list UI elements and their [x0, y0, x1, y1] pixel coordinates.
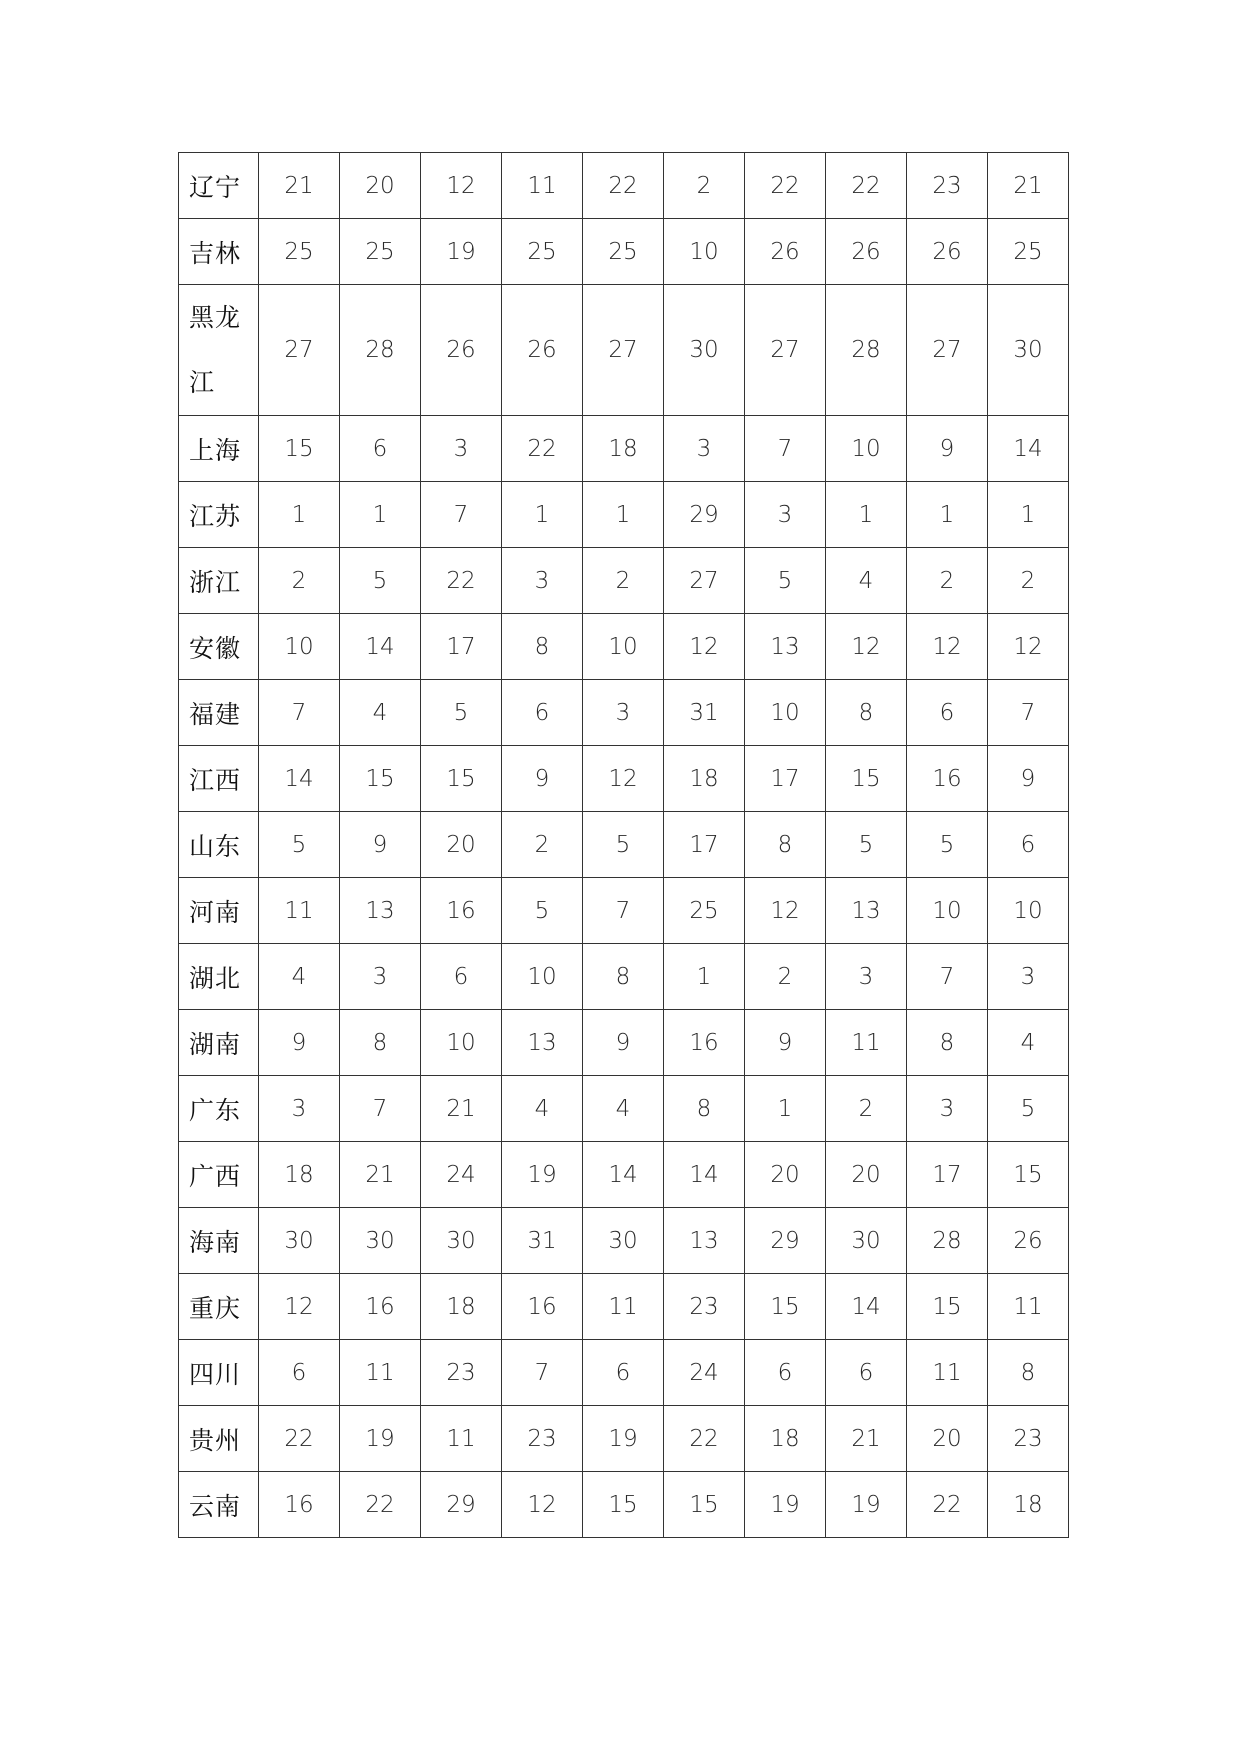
rank-value-cell: 15	[745, 1274, 826, 1340]
rank-value-cell: 3	[502, 548, 583, 614]
rank-value-cell: 27	[583, 285, 664, 416]
rank-value-cell: 4	[988, 1010, 1069, 1076]
rank-value-cell: 4	[583, 1076, 664, 1142]
rank-value-cell: 3	[259, 1076, 340, 1142]
rank-value-cell: 14	[664, 1142, 745, 1208]
rank-value-cell: 21	[340, 1142, 421, 1208]
rank-value-cell: 16	[664, 1010, 745, 1076]
table-row	[179, 1208, 1069, 1274]
rank-value-cell: 18	[421, 1274, 502, 1340]
province-name: 重庆	[189, 1293, 242, 1323]
rank-value-cell: 7	[340, 1076, 421, 1142]
rank-value-cell: 21	[421, 1076, 502, 1142]
rank-value-cell: 11	[988, 1274, 1069, 1340]
rank-value-cell: 25	[988, 219, 1069, 285]
rank-value-cell: 21	[259, 153, 340, 219]
rank-value-cell: 10	[907, 878, 988, 944]
rank-value-cell: 3	[421, 416, 502, 482]
rank-value-cell: 20	[340, 153, 421, 219]
rank-value-cell: 20	[907, 1406, 988, 1472]
rank-value-cell: 3	[340, 944, 421, 1010]
province-cell	[179, 482, 259, 548]
province-cell	[179, 1010, 259, 1076]
province-name: 吉林	[189, 238, 242, 268]
rank-value-cell: 22	[340, 1472, 421, 1538]
rank-value-cell: 12	[502, 1472, 583, 1538]
rank-value-cell: 9	[583, 1010, 664, 1076]
rank-value-cell: 29	[421, 1472, 502, 1538]
rank-value-cell: 26	[907, 219, 988, 285]
rank-value-cell: 6	[745, 1340, 826, 1406]
rank-value-cell: 18	[745, 1406, 826, 1472]
rank-value-cell: 15	[421, 746, 502, 812]
rank-value-cell: 8	[907, 1010, 988, 1076]
rank-value-cell: 5	[988, 1076, 1069, 1142]
rank-value-cell: 21	[826, 1406, 907, 1472]
rank-value-cell: 25	[340, 219, 421, 285]
rank-value-cell: 7	[988, 680, 1069, 746]
rank-value-cell: 30	[421, 1208, 502, 1274]
rank-value-cell: 3	[664, 416, 745, 482]
rank-value-cell: 21	[988, 153, 1069, 219]
rank-value-cell: 17	[745, 746, 826, 812]
rank-value-cell: 1	[664, 944, 745, 1010]
rank-value-cell: 8	[583, 944, 664, 1010]
rank-value-cell: 17	[664, 812, 745, 878]
rank-value-cell: 30	[583, 1208, 664, 1274]
table-row	[179, 285, 1069, 416]
province-cell	[179, 1142, 259, 1208]
rank-value-cell: 12	[421, 153, 502, 219]
rank-value-cell: 10	[664, 219, 745, 285]
rank-value-cell: 5	[502, 878, 583, 944]
rank-value-cell: 19	[745, 1472, 826, 1538]
rank-value-cell: 20	[745, 1142, 826, 1208]
rank-value-cell: 15	[826, 746, 907, 812]
rank-value-cell: 8	[826, 680, 907, 746]
province-cell	[179, 680, 259, 746]
rank-value-cell: 13	[826, 878, 907, 944]
province-cell	[179, 944, 259, 1010]
rank-value-cell: 5	[907, 812, 988, 878]
rank-value-cell: 8	[664, 1076, 745, 1142]
rank-value-cell: 12	[745, 878, 826, 944]
rank-value-cell: 19	[583, 1406, 664, 1472]
rank-value-cell: 19	[826, 1472, 907, 1538]
province-name: 广东	[189, 1095, 242, 1125]
rank-value-cell: 18	[583, 416, 664, 482]
province-name: 浙江	[189, 567, 242, 597]
rank-value-cell: 23	[421, 1340, 502, 1406]
rank-value-cell: 22	[745, 153, 826, 219]
rank-value-cell: 25	[259, 219, 340, 285]
province-name: 安徽	[189, 633, 242, 663]
table-row	[179, 548, 1069, 614]
rank-value-cell: 30	[664, 285, 745, 416]
rank-value-cell: 15	[988, 1142, 1069, 1208]
rank-value-cell: 7	[421, 482, 502, 548]
province-cell	[179, 548, 259, 614]
rank-value-cell: 3	[745, 482, 826, 548]
rank-value-cell: 7	[907, 944, 988, 1010]
rank-value-cell: 7	[259, 680, 340, 746]
rank-value-cell: 20	[826, 1142, 907, 1208]
table-row	[179, 746, 1069, 812]
rank-value-cell: 9	[340, 812, 421, 878]
rank-value-cell: 16	[340, 1274, 421, 1340]
province-name: 福建	[189, 699, 242, 729]
province-cell	[179, 1340, 259, 1406]
rank-value-cell: 4	[340, 680, 421, 746]
province-cell	[179, 878, 259, 944]
table-row	[179, 1142, 1069, 1208]
rank-value-cell: 11	[421, 1406, 502, 1472]
rank-value-cell: 16	[907, 746, 988, 812]
rank-value-cell: 13	[664, 1208, 745, 1274]
rank-value-cell: 19	[502, 1142, 583, 1208]
rank-value-cell: 5	[826, 812, 907, 878]
rank-value-cell: 22	[664, 1406, 745, 1472]
rank-value-cell: 22	[421, 548, 502, 614]
rank-value-cell: 26	[421, 285, 502, 416]
rank-value-cell: 23	[907, 153, 988, 219]
rank-value-cell: 3	[826, 944, 907, 1010]
province-cell	[179, 614, 259, 680]
rank-value-cell: 11	[502, 153, 583, 219]
rank-value-cell: 11	[826, 1010, 907, 1076]
table-row	[179, 812, 1069, 878]
rank-value-cell: 26	[826, 219, 907, 285]
rank-value-cell: 15	[583, 1472, 664, 1538]
rank-value-cell: 5	[583, 812, 664, 878]
province-name: 广西	[189, 1161, 242, 1191]
rank-value-cell: 3	[583, 680, 664, 746]
province-name: 江苏	[189, 501, 242, 531]
rank-value-cell: 1	[259, 482, 340, 548]
province-cell	[179, 285, 259, 416]
rank-value-cell: 10	[826, 416, 907, 482]
rank-value-cell: 11	[907, 1340, 988, 1406]
table-row	[179, 1076, 1069, 1142]
table-row	[179, 416, 1069, 482]
rank-value-cell: 10	[583, 614, 664, 680]
rank-value-cell: 8	[745, 812, 826, 878]
rank-value-cell: 26	[745, 219, 826, 285]
rank-value-cell: 2	[259, 548, 340, 614]
rank-value-cell: 24	[664, 1340, 745, 1406]
rank-value-cell: 15	[259, 416, 340, 482]
table-row	[179, 944, 1069, 1010]
rank-value-cell: 18	[988, 1472, 1069, 1538]
rank-value-cell: 1	[988, 482, 1069, 548]
rank-value-cell: 2	[664, 153, 745, 219]
province-cell	[179, 416, 259, 482]
rank-value-cell: 1	[502, 482, 583, 548]
table-row	[179, 878, 1069, 944]
rank-value-cell: 25	[583, 219, 664, 285]
table-row	[179, 153, 1069, 219]
rank-value-cell: 25	[664, 878, 745, 944]
rank-value-cell: 1	[745, 1076, 826, 1142]
rank-value-cell: 15	[340, 746, 421, 812]
rank-value-cell: 6	[826, 1340, 907, 1406]
rank-value-cell: 23	[664, 1274, 745, 1340]
province-name: 湖南	[189, 1029, 242, 1059]
province-cell	[179, 1406, 259, 1472]
rank-value-cell: 19	[421, 219, 502, 285]
rank-value-cell: 17	[907, 1142, 988, 1208]
province-cell	[179, 219, 259, 285]
rank-value-cell: 5	[340, 548, 421, 614]
province-cell	[179, 1076, 259, 1142]
table-row	[179, 1472, 1069, 1538]
rank-value-cell: 30	[340, 1208, 421, 1274]
rank-value-cell: 7	[502, 1340, 583, 1406]
rank-value-cell: 6	[988, 812, 1069, 878]
rank-value-cell: 14	[988, 416, 1069, 482]
rank-value-cell: 2	[826, 1076, 907, 1142]
rank-value-cell: 5	[421, 680, 502, 746]
table-row	[179, 482, 1069, 548]
rank-value-cell: 11	[259, 878, 340, 944]
rank-value-cell: 26	[502, 285, 583, 416]
rank-value-cell: 22	[826, 153, 907, 219]
rank-value-cell: 28	[826, 285, 907, 416]
rank-value-cell: 4	[826, 548, 907, 614]
rank-value-cell: 10	[502, 944, 583, 1010]
province-cell	[179, 746, 259, 812]
rank-value-cell: 29	[664, 482, 745, 548]
rank-value-cell: 27	[907, 285, 988, 416]
rank-value-cell: 30	[259, 1208, 340, 1274]
rank-value-cell: 22	[907, 1472, 988, 1538]
rank-value-cell: 27	[664, 548, 745, 614]
rank-value-cell: 14	[826, 1274, 907, 1340]
rank-value-cell: 29	[745, 1208, 826, 1274]
rank-value-cell: 2	[583, 548, 664, 614]
rank-value-cell: 2	[502, 812, 583, 878]
table-row	[179, 1274, 1069, 1340]
rank-value-cell: 30	[988, 285, 1069, 416]
rank-value-cell: 4	[502, 1076, 583, 1142]
rank-value-cell: 3	[988, 944, 1069, 1010]
rank-value-cell: 23	[988, 1406, 1069, 1472]
province-cell	[179, 1208, 259, 1274]
rank-value-cell: 15	[664, 1472, 745, 1538]
province-name: 贵州	[189, 1425, 242, 1455]
rank-value-cell: 23	[502, 1406, 583, 1472]
rank-value-cell: 9	[259, 1010, 340, 1076]
rank-value-cell: 4	[259, 944, 340, 1010]
rank-value-cell: 6	[340, 416, 421, 482]
rank-value-cell: 12	[583, 746, 664, 812]
rank-value-cell: 6	[583, 1340, 664, 1406]
rank-value-cell: 9	[907, 416, 988, 482]
rank-value-cell: 8	[340, 1010, 421, 1076]
rank-value-cell: 5	[745, 548, 826, 614]
rank-value-cell: 12	[826, 614, 907, 680]
province-name: 湖北	[189, 963, 242, 993]
rank-value-cell: 9	[502, 746, 583, 812]
rank-value-cell: 14	[583, 1142, 664, 1208]
table-row	[179, 1340, 1069, 1406]
rank-value-cell: 11	[340, 1340, 421, 1406]
rank-value-cell: 16	[259, 1472, 340, 1538]
rank-value-cell: 6	[421, 944, 502, 1010]
rank-value-cell: 19	[340, 1406, 421, 1472]
rank-value-cell: 28	[907, 1208, 988, 1274]
rank-value-cell: 6	[502, 680, 583, 746]
rank-value-cell: 2	[745, 944, 826, 1010]
table-row	[179, 614, 1069, 680]
province-name: 辽宁	[189, 172, 242, 202]
rank-value-cell: 22	[583, 153, 664, 219]
rank-value-cell: 5	[259, 812, 340, 878]
rank-value-cell: 12	[664, 614, 745, 680]
rank-value-cell: 14	[259, 746, 340, 812]
province-name: 山东	[189, 831, 242, 861]
rank-value-cell: 27	[259, 285, 340, 416]
rank-value-cell: 11	[583, 1274, 664, 1340]
rank-value-cell: 10	[421, 1010, 502, 1076]
province-name: 云南	[189, 1491, 242, 1521]
rank-value-cell: 6	[259, 1340, 340, 1406]
rank-value-cell: 9	[988, 746, 1069, 812]
rank-value-cell: 18	[664, 746, 745, 812]
province-cell	[179, 812, 259, 878]
rank-value-cell: 1	[583, 482, 664, 548]
rank-value-cell: 18	[259, 1142, 340, 1208]
rank-value-cell: 10	[745, 680, 826, 746]
rank-value-cell: 1	[340, 482, 421, 548]
province-name: 河南	[189, 897, 242, 927]
rank-value-cell: 31	[664, 680, 745, 746]
rank-value-cell: 12	[988, 614, 1069, 680]
rank-value-cell: 3	[907, 1076, 988, 1142]
rank-value-cell: 27	[745, 285, 826, 416]
rank-value-cell: 15	[907, 1274, 988, 1340]
province-name: 江西	[189, 765, 242, 795]
rank-value-cell: 31	[502, 1208, 583, 1274]
rank-value-cell: 10	[988, 878, 1069, 944]
rank-value-cell: 13	[502, 1010, 583, 1076]
province-name: 上海	[189, 435, 242, 465]
rank-value-cell: 2	[907, 548, 988, 614]
rank-value-cell: 17	[421, 614, 502, 680]
province-cell	[179, 1274, 259, 1340]
rank-value-cell: 16	[502, 1274, 583, 1340]
rank-value-cell: 1	[826, 482, 907, 548]
rank-value-cell: 1	[907, 482, 988, 548]
rank-value-cell: 22	[502, 416, 583, 482]
table-row	[179, 1010, 1069, 1076]
rank-value-cell: 25	[502, 219, 583, 285]
rank-value-cell: 22	[259, 1406, 340, 1472]
rank-value-cell: 10	[259, 614, 340, 680]
rank-value-cell: 20	[421, 812, 502, 878]
table-row	[179, 1406, 1069, 1472]
rank-value-cell: 24	[421, 1142, 502, 1208]
province-cell	[179, 153, 259, 219]
province-name: 海南	[189, 1227, 242, 1257]
rank-value-cell: 26	[988, 1208, 1069, 1274]
province-name: 四川	[189, 1359, 242, 1389]
province-name: 黑龙江	[189, 303, 242, 397]
province-cell	[179, 1472, 259, 1538]
rank-value-cell: 7	[745, 416, 826, 482]
rank-value-cell: 12	[907, 614, 988, 680]
table-row	[179, 219, 1069, 285]
rank-value-cell: 2	[988, 548, 1069, 614]
rank-value-cell: 16	[421, 878, 502, 944]
rank-value-cell: 14	[340, 614, 421, 680]
ranking-table	[178, 152, 1069, 1538]
rank-value-cell: 7	[583, 878, 664, 944]
rank-value-cell: 9	[745, 1010, 826, 1076]
rank-value-cell: 30	[826, 1208, 907, 1274]
rank-value-cell: 13	[745, 614, 826, 680]
rank-value-cell: 6	[907, 680, 988, 746]
rank-value-cell: 8	[502, 614, 583, 680]
table-row	[179, 680, 1069, 746]
rank-value-cell: 28	[340, 285, 421, 416]
rank-value-cell: 12	[259, 1274, 340, 1340]
ranking-table-body	[179, 153, 1069, 1538]
rank-value-cell: 13	[340, 878, 421, 944]
rank-value-cell: 8	[988, 1340, 1069, 1406]
